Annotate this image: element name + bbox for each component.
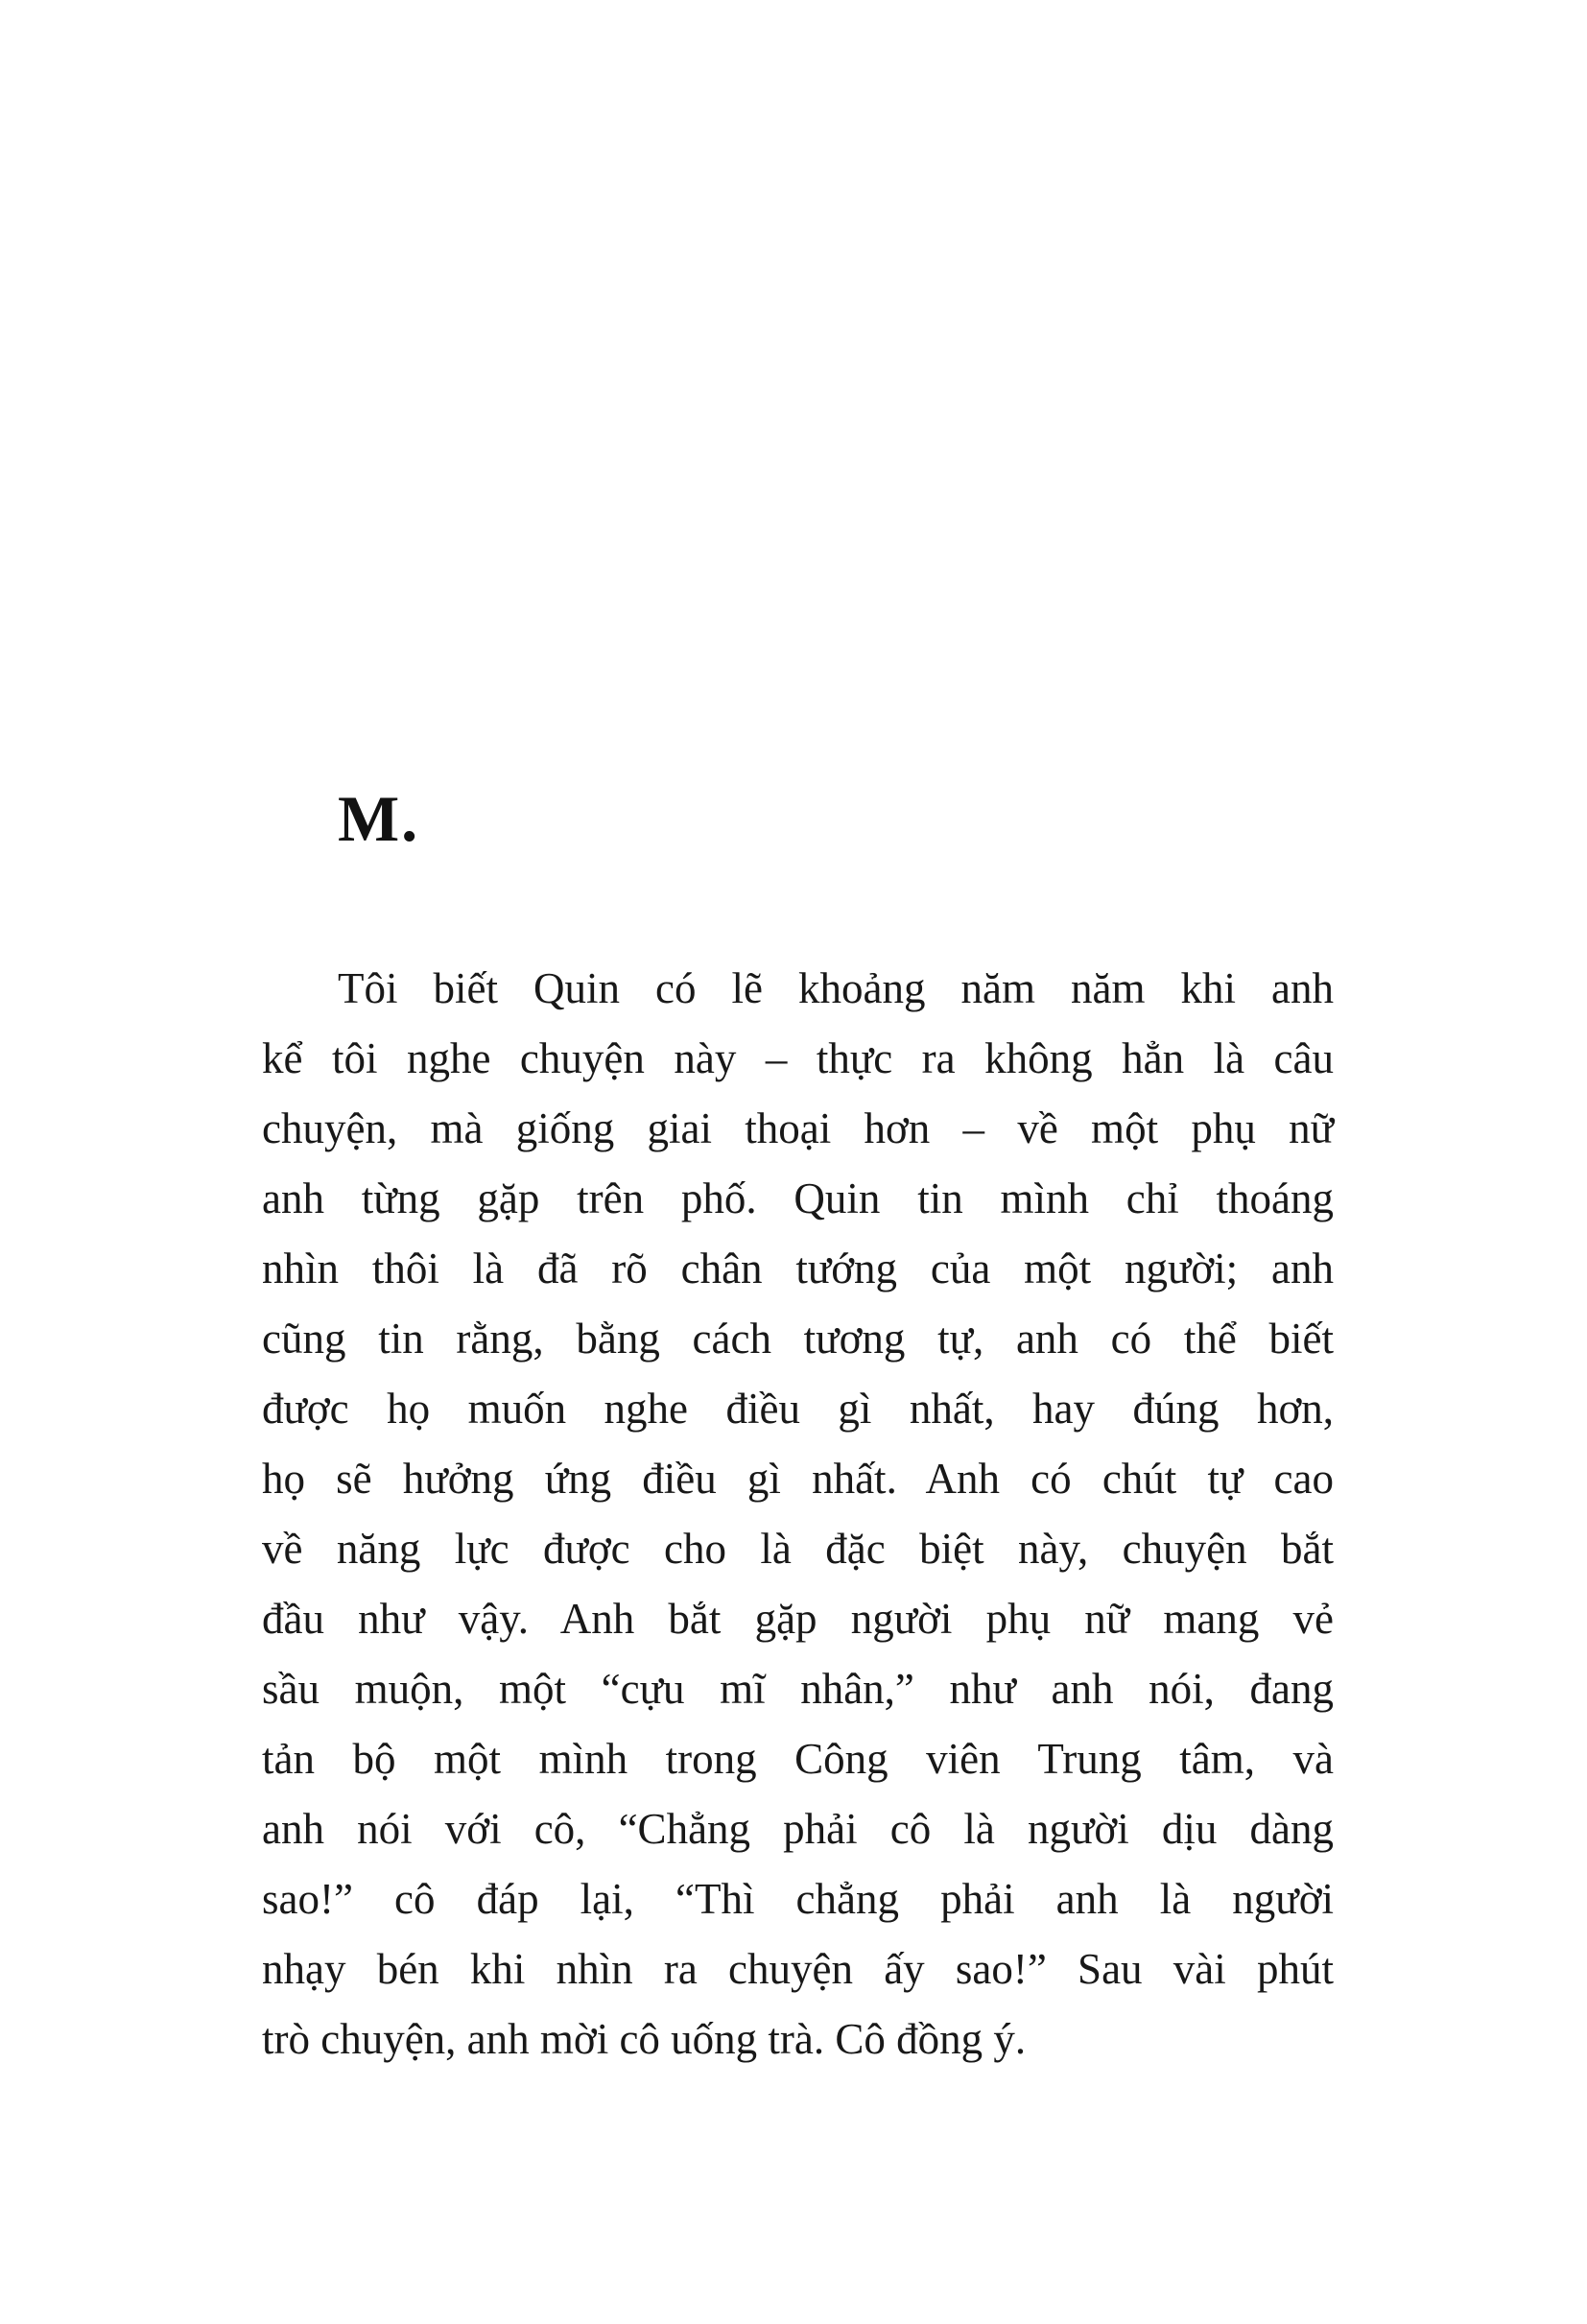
paragraph-line: được họ muốn nghe điều gì nhất, hay đúng hơn, <box>262 1385 1334 1433</box>
paragraph-line: cũng tin rằng, bằng cách tương tự, anh có thể biết <box>262 1315 1334 1363</box>
paragraph-line: sao!” cô đáp lại, “Thì chẳng phải anh là người <box>262 1875 1334 1923</box>
chapter-heading: M. <box>338 782 420 855</box>
body-paragraph <box>262 954 1334 2075</box>
paragraph-line: họ sẽ hưởng ứng điều gì nhất. Anh có chút tự cao <box>262 1455 1334 1503</box>
paragraph-line: anh từng gặp trên phố. Quin tin mình chỉ thoáng <box>262 1174 1334 1222</box>
paragraph-line: kể tôi nghe chuyện này – thực ra không hẳn là câu <box>262 1034 1334 1082</box>
paragraph-line: Tôi biết Quin có lẽ khoảng năm năm khi anh <box>338 964 1334 1012</box>
paragraph-line: sầu muộn, một “cựu mĩ nhân,” như anh nói, đang <box>262 1665 1334 1713</box>
paragraph-line: chuyện, mà giống giai thoại hơn – về một phụ nữ <box>262 1104 1334 1152</box>
paragraph-line: trò chuyện, anh mời cô uống trà. Cô đồng ý. <box>262 2015 1027 2063</box>
paragraph-line: nhìn thôi là đã rõ chân tướng của một người; anh <box>262 1245 1334 1292</box>
paragraph-line: đầu như vậy. Anh bắt gặp người phụ nữ mang vẻ <box>262 1595 1334 1643</box>
paragraph-line: anh nói với cô, “Chẳng phải cô là người dịu dàng <box>262 1805 1334 1853</box>
paragraph-line: nhạy bén khi nhìn ra chuyện ấy sao!” Sau vài phút <box>262 1945 1334 1993</box>
paragraph-line: về năng lực được cho là đặc biệt này, chuyện bắt <box>262 1525 1334 1573</box>
paragraph-line: tản bộ một mình trong Công viên Trung tâm, và <box>262 1735 1334 1783</box>
